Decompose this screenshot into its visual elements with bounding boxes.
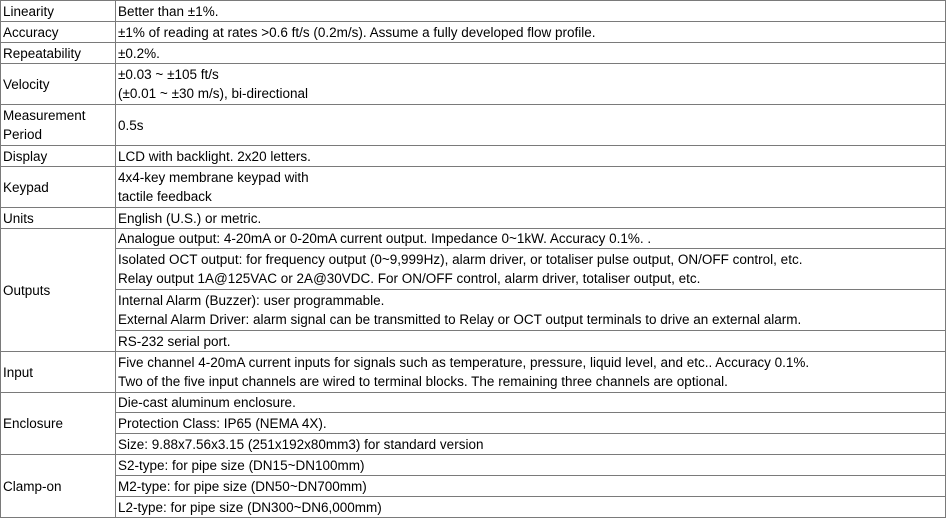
table-row [1, 476, 946, 497]
table-row [1, 352, 946, 393]
value-line: Isolated OCT output: for frequency output (0~9,999Hz), alarm driver, or totaliser pulse output, ON/OFF control, etc. [118, 252, 803, 267]
value-line: tactile feedback [118, 189, 212, 204]
table-row [1, 146, 946, 167]
table-row [1, 1, 946, 22]
value-line: Five channel 4-20mA current inputs for signals such as temperature, pressure, liquid level, and etc.. Accuracy 0.1%. [118, 355, 810, 370]
row-value: ±0.2%. [116, 43, 946, 64]
row-value: LCD with backlight. 2x20 letters. [116, 146, 946, 167]
value-line: External Alarm Driver: alarm signal can be transmitted to Relay or OCT output terminals to drive an external alarm. [118, 312, 802, 327]
value-line: Internal Alarm (Buzzer): user programmable. [118, 293, 385, 308]
row-value: ±1% of reading at rates >0.6 ft/s (0.2m/s). Assume a fully developed flow profile. [116, 22, 946, 43]
row-label: Repeatability [1, 43, 116, 64]
table-row [1, 43, 946, 64]
table-row [1, 393, 946, 413]
value-line: ±0.03 ~ ±105 ft/s [118, 67, 219, 82]
row-value [116, 167, 946, 208]
table-row [1, 167, 946, 208]
table-row [1, 249, 946, 290]
row-label: Display [1, 146, 116, 167]
table-row [1, 331, 946, 352]
table-row [1, 413, 946, 434]
row-label: Accuracy [1, 22, 116, 43]
table-row [1, 455, 946, 476]
table-row [1, 229, 946, 249]
row-value [116, 290, 946, 331]
value-line: Relay output 1A@125VAC or 2A@30VDC. For ON/OFF control, alarm driver, totaliser output, etc. [118, 271, 701, 286]
label-line: Measurement [3, 108, 86, 123]
table-row [1, 434, 946, 455]
row-label: Keypad [1, 167, 116, 208]
table-row [1, 64, 946, 105]
row-value: S2-type: for pipe size (DN15~DN100mm) [116, 455, 946, 476]
row-value [116, 64, 946, 105]
row-value: M2-type: for pipe size (DN50~DN700mm) [116, 476, 946, 497]
row-label: Velocity [1, 64, 116, 105]
row-label: Enclosure [1, 393, 116, 455]
row-value: RS-232 serial port. [116, 331, 946, 352]
row-value: Die-cast aluminum enclosure. [116, 393, 946, 413]
row-value [116, 249, 946, 290]
table-row [1, 290, 946, 331]
row-label: Outputs [1, 229, 116, 352]
row-value: Size: 9.88x7.56x3.15 (251x192x80mm3) for standard version [116, 434, 946, 455]
table-row [1, 22, 946, 43]
table-row [1, 105, 946, 146]
label-line: Period [3, 127, 43, 142]
value-line: (±0.01 ~ ±30 m/s), bi-directional [118, 86, 309, 101]
row-value: Better than ±1%. [116, 1, 946, 22]
value-line: Two of the five input channels are wired to terminal blocks. The remaining three channels are optional. [118, 374, 728, 389]
row-value: English (U.S.) or metric. [116, 208, 946, 229]
row-label [1, 105, 116, 146]
row-label: Units [1, 208, 116, 229]
row-label: Clamp-on [1, 455, 116, 518]
value-line: 4x4-key membrane keypad with [118, 170, 309, 185]
row-value: L2-type: for pipe size (DN300~DN6,000mm) [116, 497, 946, 518]
row-label: Input [1, 352, 116, 393]
table-row [1, 208, 946, 229]
row-value: 0.5s [116, 105, 946, 146]
row-value: Analogue output: 4-20mA or 0-20mA current output. Impedance 0~1kW. Accuracy 0.1%. . [116, 229, 946, 249]
row-label: Linearity [1, 1, 116, 22]
row-value: Protection Class: IP65 (NEMA 4X). [116, 413, 946, 434]
table-row [1, 497, 946, 518]
row-value [116, 352, 946, 393]
